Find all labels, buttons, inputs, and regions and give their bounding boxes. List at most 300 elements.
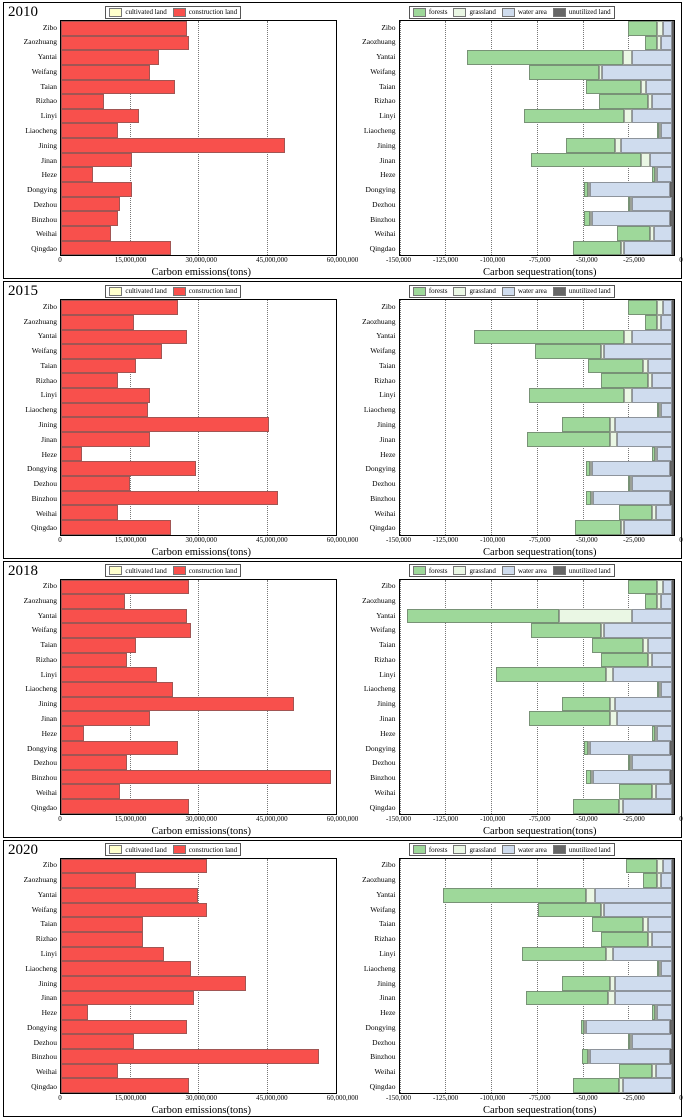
table-row <box>61 903 336 918</box>
bar-segment <box>672 903 674 918</box>
table-row <box>400 447 675 462</box>
table-row <box>400 36 675 51</box>
bar-segment <box>648 917 672 932</box>
bar-segment <box>672 447 674 462</box>
bar-segment <box>672 21 674 36</box>
bar-segment <box>672 1064 674 1079</box>
left-bars <box>61 859 336 1093</box>
left-plot-row <box>4 579 343 815</box>
right-legend-label: water area <box>517 566 547 575</box>
city-label: Binzhou <box>370 493 396 503</box>
city-label: Zibo <box>42 301 57 311</box>
bar-segment <box>61 330 187 345</box>
bar-segment <box>61 947 164 962</box>
bar-segment <box>61 65 150 80</box>
table-row <box>61 330 336 345</box>
bar-segment <box>661 123 672 138</box>
bar-segment <box>61 755 127 770</box>
right-legend-label: grassland <box>469 8 496 16</box>
bar-segment <box>573 799 619 814</box>
table-row <box>61 917 336 932</box>
bar-segment <box>61 667 157 682</box>
x-tick-label: 0 <box>58 535 62 544</box>
table-row <box>61 50 336 65</box>
right-legend-item <box>502 8 547 17</box>
city-label: Weihai <box>374 787 396 797</box>
table-row <box>61 784 336 799</box>
city-label: Qingdao <box>369 802 396 812</box>
bar-segment <box>672 638 674 653</box>
right-legend-label: forests <box>428 8 448 16</box>
bar-segment <box>624 109 631 124</box>
bar-segment <box>661 315 672 330</box>
table-row <box>400 932 675 947</box>
table-row <box>400 1005 675 1020</box>
gridline <box>674 859 675 1093</box>
right-legend-label: water area <box>517 287 547 296</box>
panel-charts <box>4 3 681 278</box>
city-label: Dezhou <box>372 758 396 768</box>
x-tick-label: -50,000 <box>576 535 598 544</box>
city-label: Jinan <box>41 993 57 1003</box>
bar-segment <box>592 211 671 226</box>
table-row <box>400 873 675 888</box>
table-row <box>400 359 675 374</box>
left-x-axis <box>58 256 359 266</box>
bar-segment <box>617 226 650 241</box>
table-row <box>61 623 336 638</box>
bar-segment <box>61 653 127 668</box>
bar-segment <box>672 888 674 903</box>
city-label: Jinan <box>379 155 396 165</box>
panel-year-label: 2015 <box>8 283 38 300</box>
bar-segment <box>615 417 672 432</box>
city-label: Zibo <box>381 581 396 591</box>
table-row <box>61 388 336 403</box>
city-label: Rizhao <box>374 375 396 385</box>
table-row <box>61 726 336 741</box>
city-label: Liaocheng <box>363 684 396 694</box>
bar-segment <box>646 80 672 95</box>
left-x-axis <box>58 535 359 546</box>
left-legend <box>4 843 343 857</box>
bar-segment <box>672 711 674 726</box>
city-label: Jining <box>38 978 57 988</box>
left-legend-swatch-1 <box>173 287 186 296</box>
right-legend-swatch-1 <box>453 287 466 296</box>
right-legend-label: forests <box>428 845 448 854</box>
x-tick-label: -125,000 <box>433 535 459 544</box>
table-row <box>400 1049 675 1064</box>
right-bars <box>400 859 675 1093</box>
right-legend-swatch-1 <box>453 566 466 575</box>
bar-segment <box>656 505 672 520</box>
bar-segment <box>562 976 610 991</box>
table-row <box>61 755 336 770</box>
right-legend-item <box>502 845 547 854</box>
table-row <box>61 417 336 432</box>
bar-segment <box>592 638 643 653</box>
x-tick-label: 15,000,000 <box>114 814 147 823</box>
table-row <box>61 682 336 697</box>
table-row <box>400 182 675 197</box>
bar-segment <box>672 153 674 168</box>
table-row <box>61 1034 336 1049</box>
bar-segment <box>670 741 674 756</box>
left-plot-wrap <box>4 579 343 815</box>
table-row <box>400 109 675 124</box>
x-tick-label: -150,000 <box>385 814 412 823</box>
city-label: Binzhou <box>31 1052 57 1062</box>
city-label: Jining <box>38 699 57 709</box>
bar-segment <box>566 138 615 153</box>
table-row <box>61 226 336 241</box>
bar-segment <box>527 432 609 447</box>
table-row <box>61 373 336 388</box>
bar-segment <box>588 359 643 374</box>
table-row <box>61 21 336 36</box>
city-label: Yantai <box>376 331 396 341</box>
bar-segment <box>672 859 674 874</box>
sequestration-chart <box>343 566 683 837</box>
city-label: Heze <box>380 728 396 738</box>
table-row <box>400 94 675 109</box>
bar-segment <box>610 711 617 726</box>
bar-segment <box>573 1078 619 1093</box>
table-row <box>400 770 675 785</box>
left-x-axis <box>58 1094 359 1104</box>
left-legend-swatch-0 <box>109 845 122 854</box>
city-label: Binzhou <box>31 493 57 503</box>
gridline <box>674 21 675 255</box>
table-row <box>61 94 336 109</box>
bar-segment <box>652 653 672 668</box>
bar-segment <box>61 888 198 903</box>
panel-year-label: 2018 <box>8 562 38 579</box>
bar-segment <box>575 520 621 535</box>
city-axis-labels <box>343 299 399 535</box>
bar-segment <box>623 1078 672 1093</box>
city-label: Taian <box>40 640 57 650</box>
bar-segment <box>672 1078 674 1093</box>
city-label: Yantai <box>376 889 396 899</box>
x-tick-label: 60,000,000 <box>326 814 359 823</box>
right-x-axis <box>385 535 683 546</box>
bar-segment <box>672 1005 674 1020</box>
left-legend <box>4 284 343 298</box>
bar-segment <box>672 226 674 241</box>
bar-segment <box>632 1034 672 1049</box>
bar-segment <box>672 976 674 991</box>
table-row <box>61 403 336 418</box>
table-row <box>61 476 336 491</box>
bar-segment <box>617 711 672 726</box>
bar-segment <box>601 932 649 947</box>
city-label: Yantai <box>376 52 396 62</box>
table-row <box>400 711 675 726</box>
left-legend-item <box>109 566 166 575</box>
city-label: Heze <box>380 449 396 459</box>
bar-segment <box>672 109 674 124</box>
bar-segment <box>531 153 641 168</box>
left-x-axis <box>58 814 359 825</box>
right-plot-wrap <box>343 579 682 815</box>
bar-segment <box>672 388 674 403</box>
x-tick-label: -75,000 <box>528 1094 551 1102</box>
city-label: Zibo <box>42 860 57 870</box>
city-label: Zibo <box>381 22 396 32</box>
x-tick-label: 0 <box>58 1094 62 1102</box>
city-label: Liaocheng <box>25 684 57 694</box>
city-label: Weifang <box>31 346 57 356</box>
table-row <box>61 153 336 168</box>
city-label: Binzhou <box>31 773 57 783</box>
right-legend <box>343 5 682 19</box>
bar-segment <box>529 711 610 726</box>
left-legend-swatch-1 <box>173 845 186 854</box>
bar-segment <box>672 667 674 682</box>
table-row <box>61 1064 336 1079</box>
table-row <box>400 903 675 918</box>
table-row <box>61 1005 336 1020</box>
right-legend-item <box>502 287 547 296</box>
left-plot-area <box>60 858 337 1094</box>
bar-segment <box>632 197 672 212</box>
bar-segment <box>590 741 671 756</box>
left-legend-label: construction land <box>188 566 238 575</box>
right-legend-label: forests <box>428 287 448 296</box>
city-label: Weifang <box>31 66 57 76</box>
table-row <box>400 917 675 932</box>
table-row <box>61 109 336 124</box>
x-tick-label: 45,000,000 <box>256 1094 288 1102</box>
bar-segment <box>652 373 672 388</box>
bar-segment <box>61 638 136 653</box>
left-plot-row <box>4 20 343 256</box>
city-label: Linyi <box>40 111 57 121</box>
bar-segment <box>529 65 599 80</box>
bar-segment <box>672 873 674 888</box>
bar-segment <box>670 182 674 197</box>
table-row <box>400 226 675 241</box>
sequestration-chart <box>343 845 683 1116</box>
right-plot-area <box>399 579 676 815</box>
city-label: Jining <box>38 140 57 150</box>
x-tick-label: 0 <box>679 256 683 265</box>
bar-segment <box>599 94 648 109</box>
bar-segment <box>628 580 657 595</box>
table-row <box>400 638 675 653</box>
bar-segment <box>61 799 189 814</box>
left-legend-label: cultivated land <box>125 287 167 296</box>
table-row <box>61 859 336 874</box>
table-row <box>61 123 336 138</box>
table-row <box>61 770 336 785</box>
bar-segment <box>61 976 246 991</box>
bar-segment <box>672 315 674 330</box>
bar-segment <box>61 241 171 256</box>
bar-segment <box>661 961 672 976</box>
table-row <box>61 138 336 153</box>
city-label: Taian <box>378 640 396 650</box>
left-legend-box <box>105 564 241 577</box>
table-row <box>400 315 675 330</box>
bar-segment <box>672 505 674 520</box>
bar-segment <box>672 609 674 624</box>
x-tick-label: -25,000 <box>623 535 645 544</box>
bar-segment <box>615 991 672 1006</box>
bar-segment <box>663 21 672 36</box>
city-label: Weihai <box>374 229 396 239</box>
city-label: Zibo <box>42 581 57 591</box>
table-row <box>400 697 675 712</box>
table-row <box>400 1020 675 1035</box>
bar-segment <box>467 50 623 65</box>
city-label: Zibo <box>42 22 57 32</box>
table-row <box>400 21 675 36</box>
table-row <box>400 961 675 976</box>
left-legend-swatch-0 <box>109 566 122 575</box>
city-label: Dongying <box>365 743 396 753</box>
table-row <box>400 197 675 212</box>
city-label: Heze <box>380 170 396 180</box>
city-axis-labels <box>4 20 60 256</box>
left-legend-swatch-1 <box>173 8 186 17</box>
table-row <box>400 241 675 256</box>
right-legend <box>343 564 682 578</box>
x-tick-label: 45,000,000 <box>256 535 288 544</box>
right-legend-item <box>413 8 448 17</box>
bar-segment <box>531 623 601 638</box>
city-label: Heze <box>380 1008 396 1018</box>
bar-segment <box>593 491 670 506</box>
table-row <box>400 784 675 799</box>
left-legend-label: construction land <box>188 8 238 16</box>
city-label: Weihai <box>35 508 57 518</box>
table-row <box>400 373 675 388</box>
bar-segment <box>657 726 672 741</box>
bar-segment <box>672 373 674 388</box>
gridline <box>674 300 675 534</box>
bar-segment <box>61 1020 187 1035</box>
x-tick-label: 30,000,000 <box>185 256 217 265</box>
table-row <box>61 36 336 51</box>
table-row <box>400 123 675 138</box>
bar-segment <box>61 80 175 95</box>
city-label: Weifang <box>370 904 396 914</box>
table-row <box>61 300 336 315</box>
panel-charts <box>4 841 681 1116</box>
sequestration-chart <box>343 8 683 279</box>
table-row <box>400 1064 675 1079</box>
right-legend-swatch-2 <box>502 287 515 296</box>
bar-segment <box>610 432 617 447</box>
bar-segment <box>619 784 652 799</box>
left-legend-item <box>109 287 166 296</box>
bar-segment <box>586 888 595 903</box>
x-tick-label: 60,000,000 <box>326 256 359 265</box>
bar-segment <box>61 94 104 109</box>
table-row <box>61 315 336 330</box>
city-label: Heze <box>41 1008 57 1018</box>
city-label: Weihai <box>35 1067 57 1077</box>
table-row <box>61 197 336 212</box>
city-label: Zaozhuang <box>362 595 396 605</box>
table-row <box>61 80 336 95</box>
left-legend <box>4 564 343 578</box>
bar-segment <box>604 903 672 918</box>
bar-segment <box>656 1064 672 1079</box>
bar-segment <box>61 417 269 432</box>
table-row <box>400 859 675 874</box>
city-label: Zibo <box>381 860 396 870</box>
right-legend-swatch-3 <box>553 8 566 17</box>
bar-segment <box>61 226 111 241</box>
bar-segment <box>672 138 674 153</box>
bar-segment <box>606 667 613 682</box>
x-tick-label: -25,000 <box>623 256 645 265</box>
bar-segment <box>672 123 674 138</box>
city-label: Taian <box>40 81 57 91</box>
right-legend-swatch-1 <box>453 845 466 854</box>
city-label: Linyi <box>40 948 57 958</box>
city-label: Jining <box>377 140 396 150</box>
x-tick-label: 0 <box>679 535 683 544</box>
left-legend <box>4 5 343 19</box>
bar-segment <box>61 211 118 226</box>
city-label: Linyi <box>379 948 396 958</box>
city-label: Yantai <box>37 610 57 620</box>
bar-segment <box>652 94 672 109</box>
bar-segment <box>643 873 658 888</box>
bar-segment <box>672 94 674 109</box>
bar-segment <box>61 1049 319 1064</box>
city-label: Weihai <box>35 787 57 797</box>
right-axis-title: Carbon sequestration(tons) <box>483 267 597 279</box>
right-legend-swatch-1 <box>453 8 466 17</box>
city-label: Dezhou <box>372 199 396 209</box>
bar-segment <box>626 859 657 874</box>
x-tick-label: -125,000 <box>433 1094 459 1102</box>
bar-segment <box>61 903 207 918</box>
left-legend-label: construction land <box>188 845 238 854</box>
right-axis-title: Carbon sequestration(tons) <box>483 1105 597 1116</box>
city-axis-labels <box>4 858 60 1094</box>
bar-segment <box>615 976 672 991</box>
bar-segment <box>474 330 624 345</box>
bar-segment <box>661 873 672 888</box>
bar-segment <box>592 461 671 476</box>
right-legend-item <box>553 845 611 854</box>
city-label: Yantai <box>37 52 57 62</box>
right-legend-item <box>453 845 495 854</box>
bar-segment <box>61 388 150 403</box>
bar-segment <box>61 300 178 315</box>
table-row <box>61 1020 336 1035</box>
right-bars <box>400 21 675 255</box>
x-tick-label: -100,000 <box>480 1094 506 1102</box>
left-legend-swatch-0 <box>109 8 122 17</box>
bar-segment <box>672 36 674 51</box>
bar-segment <box>562 697 610 712</box>
bar-segment <box>623 799 672 814</box>
right-plot-row <box>343 579 682 815</box>
bar-segment <box>672 594 674 609</box>
bar-segment <box>61 961 191 976</box>
left-plot-area <box>60 20 337 256</box>
year-panel-2010 <box>3 2 682 279</box>
table-row <box>61 594 336 609</box>
